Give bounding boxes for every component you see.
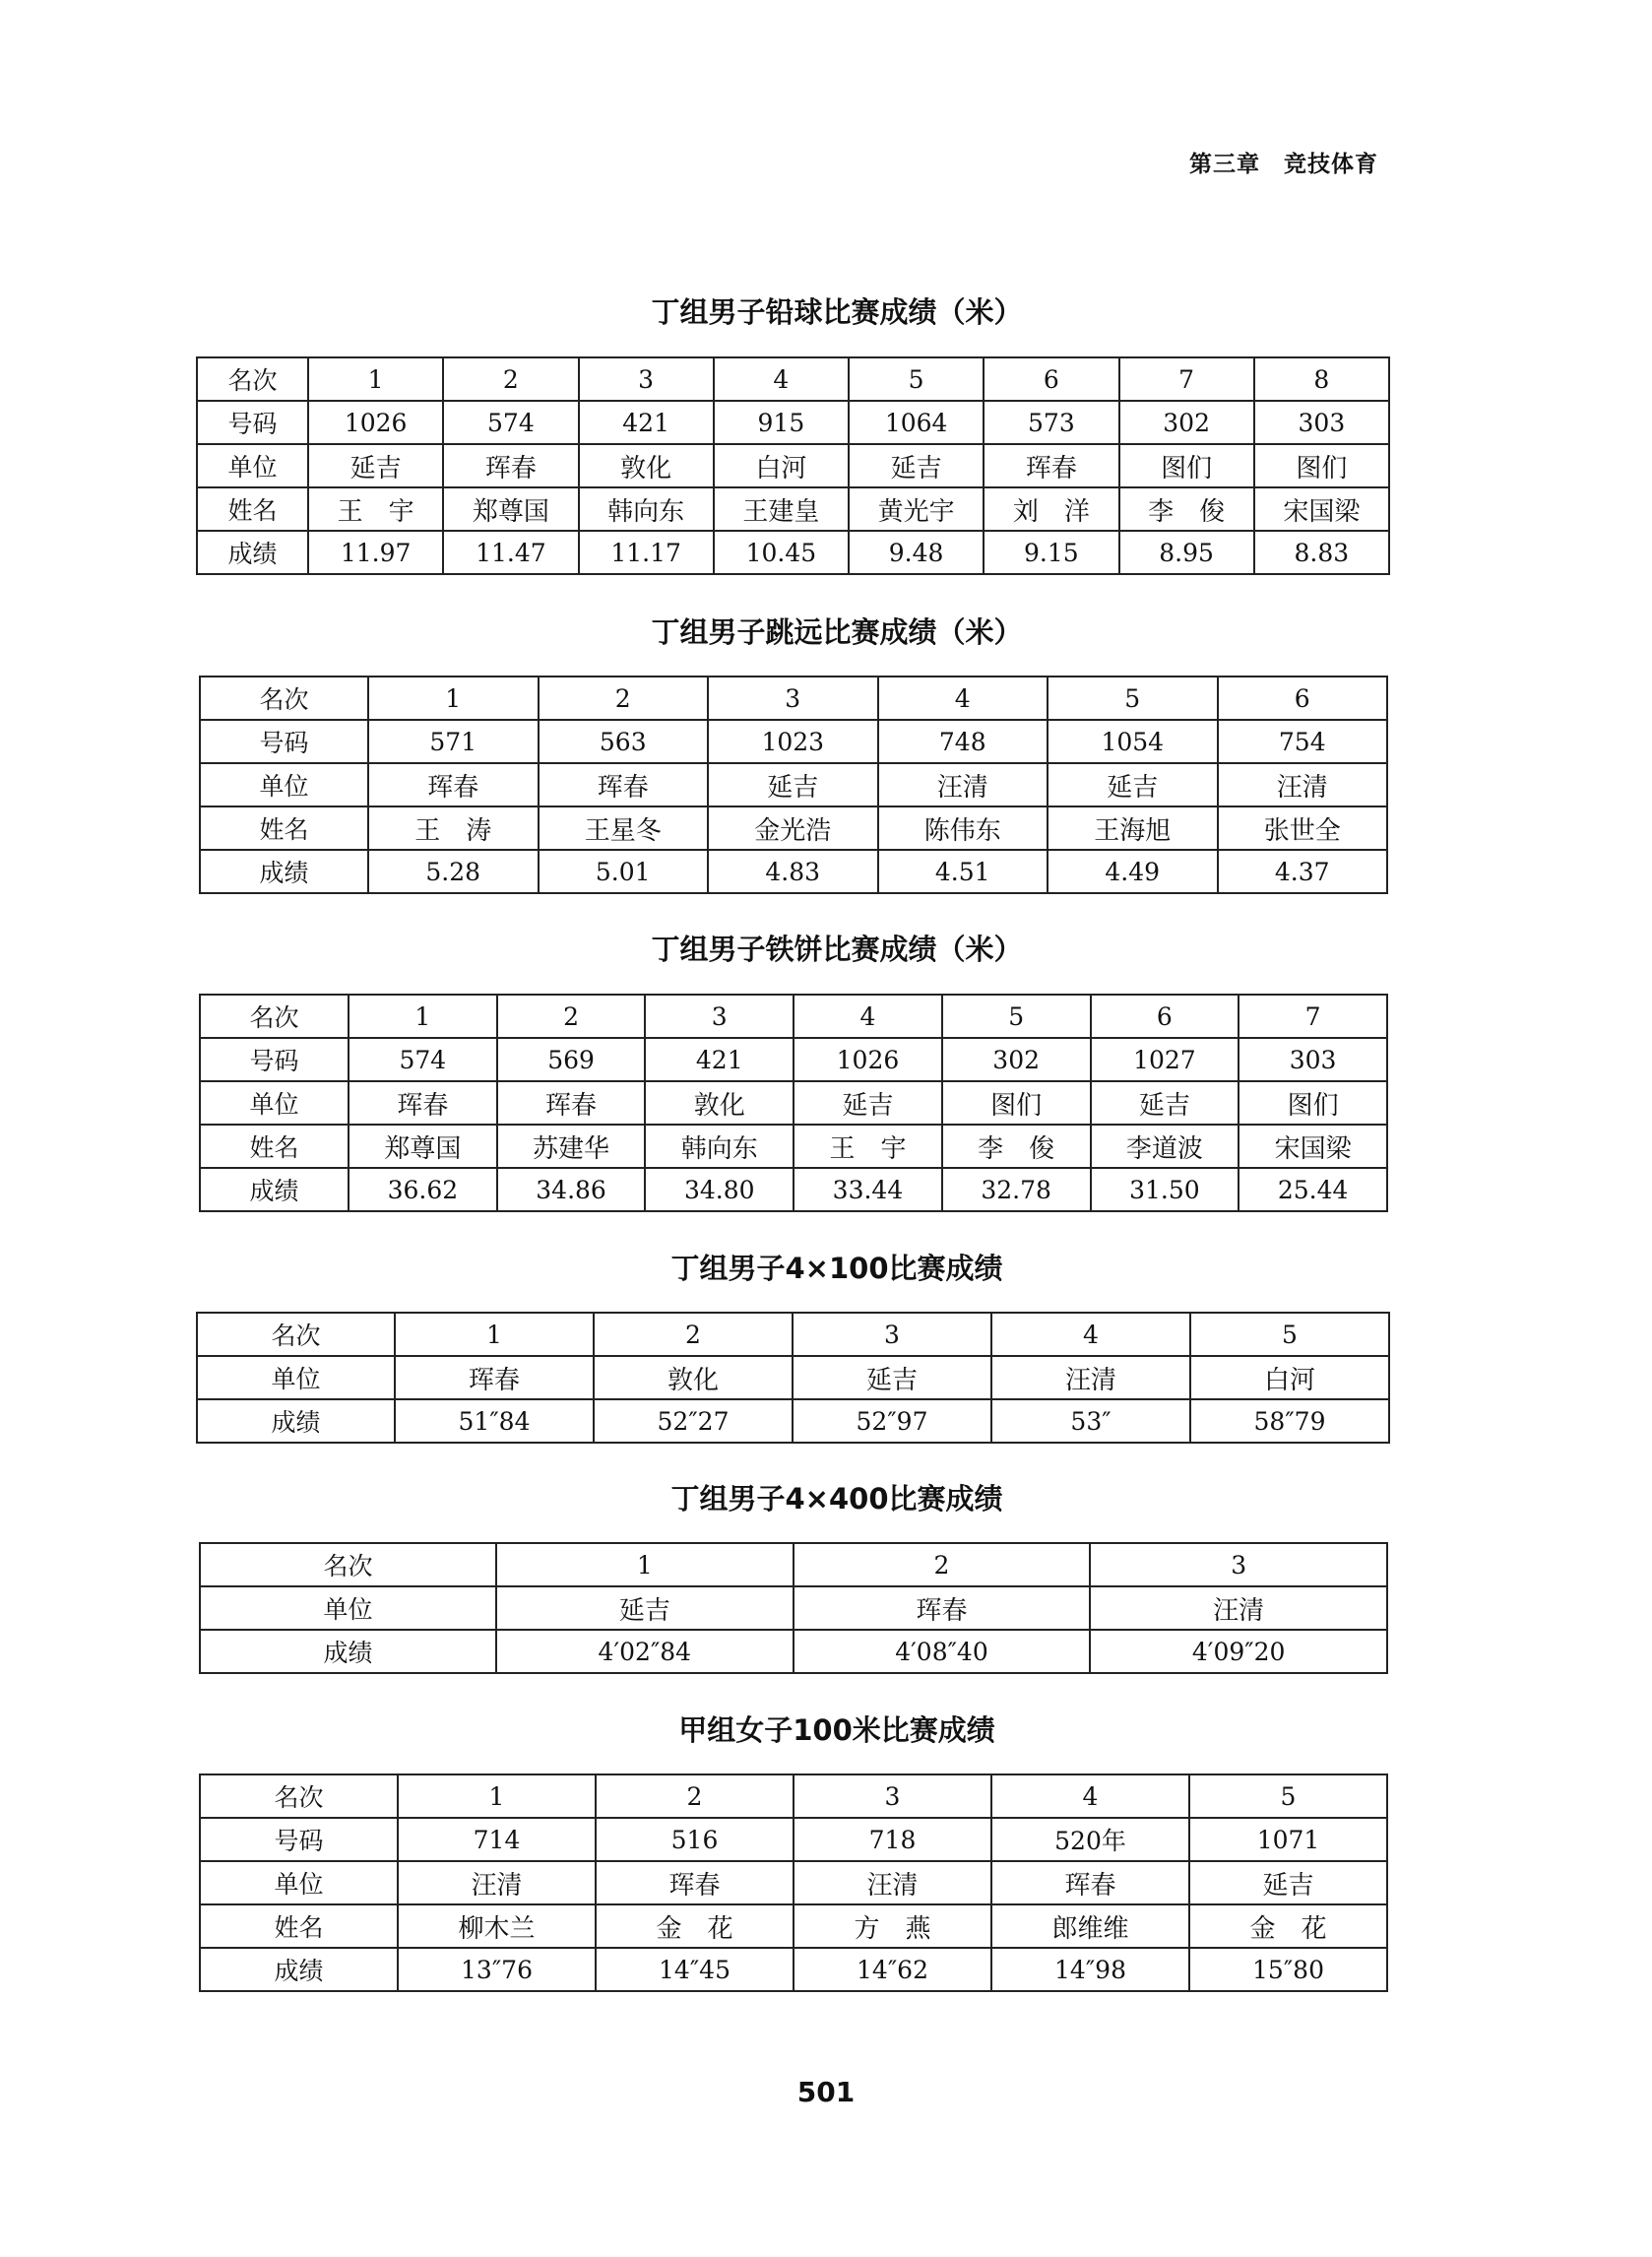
table-cell: 金 花 bbox=[1189, 1904, 1387, 1948]
table-cell: 姓名 bbox=[200, 806, 368, 850]
table-row bbox=[200, 1125, 1387, 1168]
table-cell: 方 燕 bbox=[794, 1904, 991, 1948]
table-cell: 珲春 bbox=[794, 1586, 1091, 1630]
table-cell: 1027 bbox=[1091, 1038, 1239, 1081]
table-cell: 58″79 bbox=[1190, 1399, 1389, 1443]
table-cell: 7 bbox=[1119, 357, 1254, 401]
table-cell: 成绩 bbox=[197, 531, 308, 574]
table-row bbox=[197, 1313, 1389, 1356]
table-cell: 名次 bbox=[200, 677, 368, 720]
table-cell: 421 bbox=[579, 401, 714, 444]
table-cell: 4 bbox=[991, 1774, 1189, 1818]
table-cell: 52″27 bbox=[594, 1399, 793, 1443]
table-cell: 11.17 bbox=[579, 531, 714, 574]
table-cell: 白河 bbox=[714, 444, 849, 487]
table-cell: 8 bbox=[1254, 357, 1389, 401]
table-title: 甲组女子100米比赛成绩 bbox=[678, 1713, 995, 1747]
table-cell: 珲春 bbox=[368, 763, 539, 806]
table-cell: 34.86 bbox=[497, 1168, 646, 1211]
table-row bbox=[200, 850, 1387, 893]
table-cell: 敦化 bbox=[579, 444, 714, 487]
table-cell: 2 bbox=[539, 677, 709, 720]
table-row bbox=[200, 1586, 1387, 1630]
table-cell: 王 涛 bbox=[368, 806, 539, 850]
table-cell: 黄光宇 bbox=[849, 487, 984, 531]
table-cell: 5.28 bbox=[368, 850, 539, 893]
table-cell: 574 bbox=[349, 1038, 497, 1081]
table-cell: 珲春 bbox=[395, 1356, 594, 1399]
table-cell: 成绩 bbox=[200, 1168, 349, 1211]
table-cell: 36.62 bbox=[349, 1168, 497, 1211]
table-row bbox=[200, 1081, 1387, 1125]
table-cell: 号码 bbox=[200, 1818, 398, 1861]
table-cell: 5 bbox=[942, 995, 1091, 1038]
table-cell: 2 bbox=[443, 357, 578, 401]
table-cell: 名次 bbox=[200, 995, 349, 1038]
table-cell: 8.83 bbox=[1254, 531, 1389, 574]
table-cell: 3 bbox=[1090, 1543, 1387, 1586]
table-cell: 303 bbox=[1239, 1038, 1387, 1081]
table-cell: 汪清 bbox=[398, 1861, 596, 1904]
table-row bbox=[200, 806, 1387, 850]
shot-put-table bbox=[196, 356, 1390, 575]
section-shot-put bbox=[0, 290, 1652, 334]
table-cell: 单位 bbox=[200, 763, 368, 806]
table-cell: 成绩 bbox=[197, 1399, 395, 1443]
table-cell: 4 bbox=[878, 677, 1048, 720]
table-cell: 延吉 bbox=[308, 444, 443, 487]
table-cell: 714 bbox=[398, 1818, 596, 1861]
table-cell: 1064 bbox=[849, 401, 984, 444]
table-cell: 6 bbox=[1218, 677, 1388, 720]
table-cell: 5 bbox=[1048, 677, 1218, 720]
table-cell: 1 bbox=[395, 1313, 594, 1356]
table-cell: 王 宇 bbox=[308, 487, 443, 531]
table-row bbox=[197, 401, 1389, 444]
table-cell: 2 bbox=[594, 1313, 793, 1356]
table-cell: 8.95 bbox=[1119, 531, 1254, 574]
table-cell: 号码 bbox=[200, 720, 368, 763]
table-cell: 姓名 bbox=[197, 487, 308, 531]
table-title: 丁组男子铁饼比赛成绩（米） bbox=[651, 933, 1023, 966]
relay-4x400-table bbox=[199, 1542, 1388, 1674]
table-cell: 574 bbox=[443, 401, 578, 444]
table-row bbox=[197, 357, 1389, 401]
table-title: 丁组男子4×100比赛成绩 bbox=[670, 1252, 1003, 1285]
table-title: 丁组男子铅球比赛成绩（米） bbox=[651, 295, 1023, 329]
table-cell: 珲春 bbox=[991, 1861, 1189, 1904]
table-cell: 郑尊国 bbox=[443, 487, 578, 531]
table-cell: 郎维维 bbox=[991, 1904, 1189, 1948]
table-row bbox=[200, 1543, 1387, 1586]
table-cell: 珲春 bbox=[984, 444, 1118, 487]
table-cell: 915 bbox=[714, 401, 849, 444]
table-cell: 单位 bbox=[197, 1356, 395, 1399]
table-cell: 名次 bbox=[200, 1774, 398, 1818]
table-cell: 延吉 bbox=[708, 763, 878, 806]
table-cell: 名次 bbox=[197, 1313, 395, 1356]
table-row bbox=[200, 763, 1387, 806]
table-cell: 珲春 bbox=[596, 1861, 794, 1904]
table-cell: 敦化 bbox=[594, 1356, 793, 1399]
table-cell: 单位 bbox=[200, 1081, 349, 1125]
table-cell: 名次 bbox=[197, 357, 308, 401]
table-cell: 10.45 bbox=[714, 531, 849, 574]
table-cell: 1054 bbox=[1048, 720, 1218, 763]
table-row bbox=[197, 531, 1389, 574]
table-cell: 1 bbox=[368, 677, 539, 720]
table-cell: 9.15 bbox=[984, 531, 1118, 574]
section-discus bbox=[0, 928, 1652, 971]
section-women-100m bbox=[0, 1709, 1652, 1752]
table-cell: 1026 bbox=[794, 1038, 942, 1081]
table-cell: 5 bbox=[1189, 1774, 1387, 1818]
table-cell: 珲春 bbox=[497, 1081, 646, 1125]
table-cell: 王建皇 bbox=[714, 487, 849, 531]
table-cell: 11.97 bbox=[308, 531, 443, 574]
table-row bbox=[200, 1168, 1387, 1211]
table-cell: 汪清 bbox=[1218, 763, 1388, 806]
table-title: 丁组男子跳远比赛成绩（米） bbox=[651, 615, 1023, 649]
table-cell: 4.83 bbox=[708, 850, 878, 893]
table-row bbox=[200, 1861, 1387, 1904]
table-row bbox=[200, 1818, 1387, 1861]
table-row bbox=[200, 995, 1387, 1038]
table-row bbox=[197, 1399, 1389, 1443]
table-cell: 3 bbox=[579, 357, 714, 401]
table-cell: 14″62 bbox=[794, 1948, 991, 1991]
table-cell: 25.44 bbox=[1239, 1168, 1387, 1211]
table-cell: 成绩 bbox=[200, 1630, 496, 1673]
table-cell: 金光浩 bbox=[708, 806, 878, 850]
table-cell: 7 bbox=[1239, 995, 1387, 1038]
table-cell: 6 bbox=[984, 357, 1118, 401]
table-cell: 单位 bbox=[200, 1586, 496, 1630]
table-cell: 延吉 bbox=[794, 1081, 942, 1125]
table-cell: 敦化 bbox=[645, 1081, 794, 1125]
table-cell: 汪清 bbox=[794, 1861, 991, 1904]
table-cell: 4′02″84 bbox=[496, 1630, 794, 1673]
table-cell: 3 bbox=[708, 677, 878, 720]
table-cell: 珲春 bbox=[443, 444, 578, 487]
table-cell: 王 宇 bbox=[794, 1125, 942, 1168]
table-row bbox=[200, 1948, 1387, 1991]
table-cell: 53″ bbox=[991, 1399, 1190, 1443]
table-row bbox=[200, 1904, 1387, 1948]
table-cell: 郑尊国 bbox=[349, 1125, 497, 1168]
table-cell: 名次 bbox=[200, 1543, 496, 1586]
table-cell: 754 bbox=[1218, 720, 1388, 763]
table-cell: 302 bbox=[942, 1038, 1091, 1081]
table-row bbox=[200, 720, 1387, 763]
table-cell: 4 bbox=[794, 995, 942, 1038]
table-row bbox=[197, 1356, 1389, 1399]
table-cell: 王星冬 bbox=[539, 806, 709, 850]
table-cell: 3 bbox=[794, 1774, 991, 1818]
table-cell: 303 bbox=[1254, 401, 1389, 444]
running-header: 第三章 竞技体育 bbox=[1189, 152, 1378, 177]
long-jump-table bbox=[199, 676, 1388, 894]
table-cell: 15″80 bbox=[1189, 1948, 1387, 1991]
table-cell: 珲春 bbox=[349, 1081, 497, 1125]
women-100m-table bbox=[199, 1773, 1388, 1992]
table-cell: 苏建华 bbox=[497, 1125, 646, 1168]
table-row bbox=[200, 677, 1387, 720]
table-cell: 成绩 bbox=[200, 850, 368, 893]
table-cell: 金 花 bbox=[596, 1904, 794, 1948]
table-cell: 汪清 bbox=[1090, 1586, 1387, 1630]
table-cell: 13″76 bbox=[398, 1948, 596, 1991]
discus-table bbox=[199, 994, 1388, 1212]
table-cell: 单位 bbox=[200, 1861, 398, 1904]
table-cell: 1026 bbox=[308, 401, 443, 444]
table-cell: 张世全 bbox=[1218, 806, 1388, 850]
table-cell: 421 bbox=[645, 1038, 794, 1081]
table-cell: 718 bbox=[794, 1818, 991, 1861]
table-row bbox=[197, 444, 1389, 487]
table-cell: 4.51 bbox=[878, 850, 1048, 893]
table-cell: 延吉 bbox=[849, 444, 984, 487]
table-cell: 6 bbox=[1091, 995, 1239, 1038]
table-cell: 图们 bbox=[942, 1081, 1091, 1125]
table-cell: 4′09″20 bbox=[1090, 1630, 1387, 1673]
table-cell: 4.37 bbox=[1218, 850, 1388, 893]
table-cell: 11.47 bbox=[443, 531, 578, 574]
table-cell: 516 bbox=[596, 1818, 794, 1861]
table-cell: 延吉 bbox=[1048, 763, 1218, 806]
table-cell: 刘 洋 bbox=[984, 487, 1118, 531]
table-cell: 号码 bbox=[200, 1038, 349, 1081]
table-cell: 李道波 bbox=[1091, 1125, 1239, 1168]
table-cell: 573 bbox=[984, 401, 1118, 444]
table-cell: 4.49 bbox=[1048, 850, 1218, 893]
table-title: 丁组男子4×400比赛成绩 bbox=[670, 1482, 1003, 1515]
table-cell: 成绩 bbox=[200, 1948, 398, 1991]
table-cell: 569 bbox=[497, 1038, 646, 1081]
table-cell: 2 bbox=[596, 1774, 794, 1818]
table-cell: 1 bbox=[349, 995, 497, 1038]
table-cell: 3 bbox=[793, 1313, 991, 1356]
table-cell: 李 俊 bbox=[1119, 487, 1254, 531]
table-cell: 汪清 bbox=[991, 1356, 1190, 1399]
table-cell: 延吉 bbox=[496, 1586, 794, 1630]
table-cell: 姓名 bbox=[200, 1904, 398, 1948]
table-cell: 1 bbox=[398, 1774, 596, 1818]
table-cell: 延吉 bbox=[1189, 1861, 1387, 1904]
page-number: 501 bbox=[796, 2076, 856, 2108]
section-relay-4x400 bbox=[0, 1477, 1652, 1520]
table-cell: 韩向东 bbox=[579, 487, 714, 531]
table-cell: 宋国梁 bbox=[1239, 1125, 1387, 1168]
table-cell: 563 bbox=[539, 720, 709, 763]
table-cell: 33.44 bbox=[794, 1168, 942, 1211]
table-cell: 4′08″40 bbox=[794, 1630, 1091, 1673]
table-cell: 4 bbox=[714, 357, 849, 401]
table-cell: 2 bbox=[794, 1543, 1091, 1586]
table-cell: 图们 bbox=[1119, 444, 1254, 487]
table-cell: 5 bbox=[849, 357, 984, 401]
table-cell: 号码 bbox=[197, 401, 308, 444]
table-cell: 延吉 bbox=[793, 1356, 991, 1399]
table-cell: 5 bbox=[1190, 1313, 1389, 1356]
table-cell: 302 bbox=[1119, 401, 1254, 444]
table-cell: 图们 bbox=[1254, 444, 1389, 487]
table-cell: 14″98 bbox=[991, 1948, 1189, 1991]
table-cell: 单位 bbox=[197, 444, 308, 487]
table-cell: 52″97 bbox=[793, 1399, 991, 1443]
table-cell: 韩向东 bbox=[645, 1125, 794, 1168]
table-cell: 5.01 bbox=[539, 850, 709, 893]
table-cell: 571 bbox=[368, 720, 539, 763]
table-cell: 51″84 bbox=[395, 1399, 594, 1443]
table-cell: 748 bbox=[878, 720, 1048, 763]
table-row bbox=[200, 1774, 1387, 1818]
table-row bbox=[200, 1630, 1387, 1673]
table-row bbox=[200, 1038, 1387, 1081]
table-cell: 1023 bbox=[708, 720, 878, 763]
table-cell: 王海旭 bbox=[1048, 806, 1218, 850]
table-cell: 31.50 bbox=[1091, 1168, 1239, 1211]
table-cell: 陈伟东 bbox=[878, 806, 1048, 850]
table-cell: 1 bbox=[308, 357, 443, 401]
table-cell: 姓名 bbox=[200, 1125, 349, 1168]
table-cell: 白河 bbox=[1190, 1356, 1389, 1399]
table-cell: 图们 bbox=[1239, 1081, 1387, 1125]
relay-4x100-table bbox=[196, 1312, 1390, 1444]
table-row bbox=[197, 487, 1389, 531]
table-cell: 珲春 bbox=[539, 763, 709, 806]
table-cell: 3 bbox=[645, 995, 794, 1038]
table-cell: 汪清 bbox=[878, 763, 1048, 806]
table-cell: 延吉 bbox=[1091, 1081, 1239, 1125]
table-cell: 1071 bbox=[1189, 1818, 1387, 1861]
table-cell: 柳木兰 bbox=[398, 1904, 596, 1948]
table-cell: 李 俊 bbox=[942, 1125, 1091, 1168]
table-cell: 4 bbox=[991, 1313, 1190, 1356]
table-cell: 2 bbox=[497, 995, 646, 1038]
table-cell: 9.48 bbox=[849, 531, 984, 574]
table-cell: 14″45 bbox=[596, 1948, 794, 1991]
table-cell: 32.78 bbox=[942, 1168, 1091, 1211]
table-cell: 1 bbox=[496, 1543, 794, 1586]
table-cell: 宋国梁 bbox=[1254, 487, 1389, 531]
table-cell: 34.80 bbox=[645, 1168, 794, 1211]
table-cell: 520年 bbox=[991, 1818, 1189, 1861]
section-relay-4x100 bbox=[0, 1247, 1652, 1290]
section-long-jump bbox=[0, 611, 1652, 654]
